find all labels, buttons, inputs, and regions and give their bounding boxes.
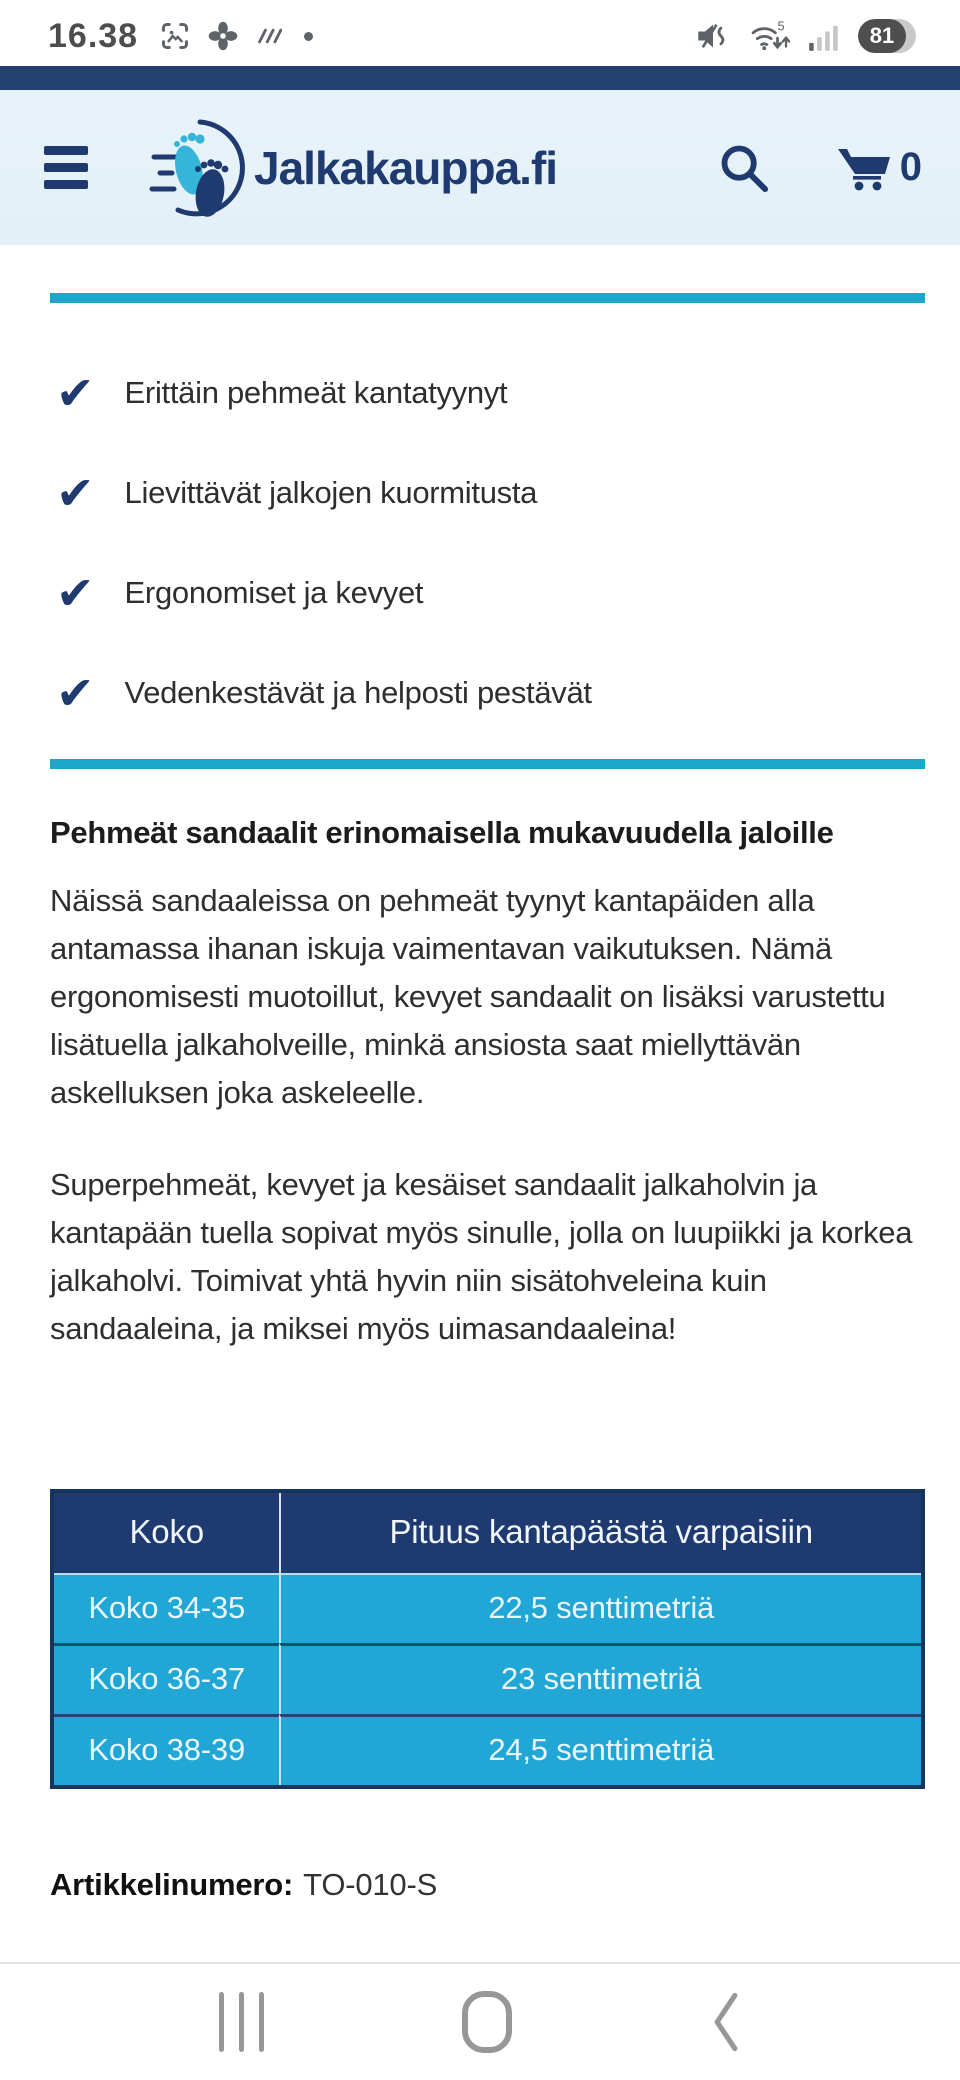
size-table [50, 1489, 925, 1789]
recents-button[interactable] [219, 1992, 264, 2052]
back-icon [711, 1991, 741, 2053]
status-bar-right [696, 19, 916, 53]
status-bar [0, 0, 960, 66]
table-row [54, 1575, 921, 1643]
description-paragraph: Superpehmeät, kevyet ja kesäiset sandaalit jalkaholvin ja kantapään tuella sopivat myös sinulle, jolla on luupiikki ja korkea jalkaholvi. Toimivat yhtä hyvin niin sisätohveleina kuin sandaaleina, ja miksei myös uimasandaaleina! [50, 1167, 913, 1346]
article-number [50, 1867, 925, 1903]
clock: 16.38 [48, 16, 139, 55]
feature-item [50, 643, 925, 743]
check-icon: ✔ [56, 366, 95, 420]
feature-list [50, 343, 925, 743]
screenshot-icon [160, 21, 190, 51]
cart-button[interactable] [836, 145, 922, 191]
mute-icon [696, 21, 730, 51]
article-number-label: Artikkelinumero: [50, 1867, 294, 1902]
search-button[interactable] [718, 142, 770, 194]
home-button[interactable] [462, 1991, 512, 2053]
logo-feet-icon [146, 113, 250, 223]
menu-button[interactable] [38, 140, 94, 195]
check-icon: ✔ [56, 666, 95, 720]
menu-bar [44, 163, 88, 172]
back-button[interactable] [711, 1991, 741, 2053]
search-icon [718, 142, 770, 194]
feature-label: Lievittävät jalkojen kuormitusta [124, 475, 538, 510]
feature-item [50, 543, 925, 643]
status-bar-left [48, 17, 313, 56]
size-cell: Koko 36-37 [54, 1643, 279, 1714]
battery-percent: 81 [869, 23, 895, 48]
product-description [0, 293, 960, 1903]
feature-item [50, 443, 925, 543]
feature-item [50, 343, 925, 443]
svg-text:5: 5 [777, 19, 785, 34]
table-row [54, 1643, 921, 1714]
length-cell: 24,5 senttimetriä [279, 1714, 921, 1785]
divider [50, 759, 925, 769]
fan-icon [208, 21, 238, 51]
hatch-icon [256, 26, 282, 46]
article-number-value: TO-010-S [303, 1867, 438, 1902]
check-icon: ✔ [56, 566, 95, 620]
size-cell: Koko 34-35 [54, 1575, 279, 1643]
cart-icon [836, 145, 892, 191]
size-cell: Koko 38-39 [54, 1714, 279, 1785]
home-icon [462, 1991, 512, 2053]
feature-label: Erittäin pehmeät kantatyynyt [124, 375, 508, 410]
android-nav-bar [0, 1962, 960, 2080]
length-cell: 22,5 senttimetriä [279, 1575, 921, 1643]
feature-label: Vedenkestävät ja helposti pestävät [124, 675, 592, 710]
product-heading: Pehmeät sandaalit erinomaisella mukavuudella jaloille [50, 815, 834, 850]
cart-count-badge: 0 [899, 145, 922, 189]
table-row [54, 1714, 921, 1785]
notification-dot-icon [304, 32, 313, 41]
battery-indicator [858, 19, 916, 53]
logo-wordmark: Jalkakauppa.fi [254, 141, 558, 194]
length-column-header: Pituus kantapäästä varpaisiin [279, 1493, 921, 1575]
signal-icon [808, 21, 840, 51]
size-table-header-row [54, 1493, 921, 1575]
wifi-icon [748, 19, 790, 53]
length-cell: 23 senttimetriä [279, 1643, 921, 1714]
size-column-header: Koko [54, 1493, 279, 1575]
top-accent-bar [0, 66, 960, 90]
site-header [0, 90, 960, 245]
description-paragraph: Näissä sandaaleissa on pehmeät tyynyt kantapäiden alla antamassa ihanan iskuja vaimentavan vaikutuksen. Nämä ergonomisesti muotoillut, kevyet sandaalit on lisäksi varustettu lisätuella jalkaholveille, minkä ansiosta saat miellyttävän askelluksen joka askeleelle. [50, 883, 886, 1110]
feature-label: Ergonomiset ja kevyet [124, 575, 424, 610]
menu-bar [44, 180, 88, 189]
recents-icon [219, 1992, 264, 2052]
divider [50, 293, 925, 303]
menu-bar [44, 146, 88, 155]
check-icon: ✔ [56, 466, 95, 520]
site-logo[interactable] [146, 113, 557, 223]
